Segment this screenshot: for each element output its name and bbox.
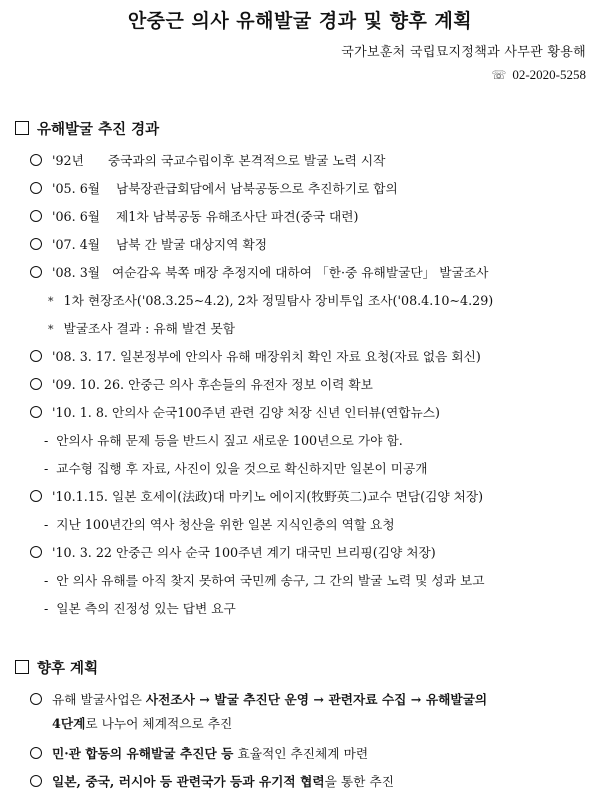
dash-bullet-icon: - bbox=[44, 433, 49, 448]
phone-icon: ☏ bbox=[491, 68, 507, 82]
dash-item bbox=[44, 570, 484, 589]
item-text: 유해 발굴사업은 bbox=[52, 692, 146, 707]
circle-bullet-icon bbox=[30, 747, 42, 759]
list-item bbox=[30, 689, 487, 708]
sub-item bbox=[48, 318, 235, 337]
list-item bbox=[30, 743, 368, 762]
asterisk-bullet-icon: * bbox=[48, 295, 54, 308]
circle-bullet-icon bbox=[30, 210, 42, 222]
dash-item-text: 지난 100년간의 역사 청산을 위한 일본 지식인층의 역할 요청 bbox=[56, 517, 395, 532]
item-text: 남북장관급회담에서 남북공동으로 추진하기로 합의 bbox=[116, 181, 398, 196]
circle-bullet-icon bbox=[30, 378, 42, 390]
item-date: '92년 bbox=[52, 153, 84, 168]
dash-bullet-icon: - bbox=[44, 601, 49, 616]
circle-bullet-icon bbox=[30, 406, 42, 418]
item-text: 여순감옥 북쪽 매장 추정지에 대하여 「한·중 유해발굴단」 발굴조사 bbox=[112, 265, 489, 280]
item-text: '08. 3. 17. 일본정부에 안의사 유해 매장위치 확인 자료 요청(자료 없음 회신) bbox=[52, 349, 481, 364]
circle-bullet-icon bbox=[30, 775, 42, 787]
dash-item-text: 안 의사 유해를 아직 찾지 못하여 국민께 송구, 그 간의 발굴 노력 및 성과 보고 bbox=[56, 573, 485, 588]
checkbox-square-icon bbox=[15, 660, 29, 674]
circle-bullet-icon bbox=[30, 546, 42, 558]
item-date: '06. 6월 bbox=[52, 209, 101, 224]
list-item bbox=[30, 542, 436, 561]
phone-line bbox=[491, 67, 586, 83]
list-item bbox=[30, 486, 483, 505]
dash-bullet-icon: - bbox=[44, 573, 49, 588]
dash-bullet-icon: - bbox=[44, 461, 49, 476]
section-title: 향후 계획 bbox=[37, 661, 99, 677]
circle-bullet-icon bbox=[30, 154, 42, 166]
item-text: 남북 간 발굴 대상지역 확정 bbox=[116, 237, 267, 252]
item-text: 제1차 남북공동 유해조사단 파견(중국 대련) bbox=[116, 209, 359, 224]
item-text: 중국과의 국교수립이후 본격적으로 발굴 노력 시작 bbox=[107, 153, 386, 168]
list-item bbox=[30, 150, 385, 169]
item-text: '10.1.15. 일본 호세이(法政)대 마키노 에이지(牧野英二)교수 면담(김양 처장) bbox=[52, 489, 484, 504]
item-date: '08. 3월 bbox=[52, 265, 101, 280]
circle-bullet-icon bbox=[30, 182, 42, 194]
checkbox-square-icon bbox=[15, 121, 29, 135]
item-text: '10. 1. 8. 안의사 순국100주년 관련 김양 처장 신년 인터뷰(연합뉴스) bbox=[52, 405, 440, 420]
dash-item bbox=[44, 430, 403, 449]
item-bold-text: 사전조사 → 발굴 추진단 운영 → 관련자료 수집 → 유해발굴의 bbox=[145, 692, 488, 707]
list-item-continuation bbox=[52, 713, 232, 732]
item-bold-text: 일본, 중국, 러시아 등 관련국가 등과 유기적 협력 bbox=[52, 774, 325, 789]
dash-item bbox=[44, 598, 236, 617]
dash-item bbox=[44, 514, 395, 533]
item-date: '07. 4월 bbox=[52, 237, 101, 252]
list-item bbox=[30, 262, 488, 281]
dash-bullet-icon: - bbox=[44, 517, 49, 532]
circle-bullet-icon bbox=[30, 238, 42, 250]
list-item bbox=[30, 206, 359, 225]
dash-item bbox=[44, 458, 428, 477]
item-bold-text: 민·관 합동의 유해발굴 추진단 등 bbox=[52, 746, 234, 761]
sub-item-text: 1차 현장조사('08.3.25∼4.2), 2차 정밀탐사 장비투입 조사('08.4.10∼4.29) bbox=[63, 293, 494, 308]
item-text: 효율적인 추진체계 마련 bbox=[233, 746, 369, 761]
item-date: '05. 6월 bbox=[52, 181, 101, 196]
list-item bbox=[30, 402, 440, 421]
circle-bullet-icon bbox=[30, 350, 42, 362]
dash-item-text: 교수형 집행 후 자료, 사진이 있을 것으로 확신하지만 일본이 미공개 bbox=[56, 461, 428, 476]
sub-item bbox=[48, 290, 493, 309]
list-item bbox=[30, 346, 481, 365]
page-title: 안중근 의사 유해발굴 경과 및 향후 계획 bbox=[127, 10, 473, 32]
asterisk-bullet-icon: * bbox=[48, 323, 54, 336]
item-text: 로 나누어 체계적으로 추진 bbox=[85, 716, 233, 731]
item-text: '10. 3. 22 안중근 의사 순국 100주년 계기 대국민 브리핑(김양 처장) bbox=[52, 545, 436, 560]
section-progress-heading bbox=[15, 118, 159, 139]
list-item bbox=[30, 178, 398, 197]
section-plan-heading bbox=[15, 657, 98, 678]
dash-item-text: 일본 측의 진정성 있는 답변 요구 bbox=[56, 601, 236, 616]
circle-bullet-icon bbox=[30, 266, 42, 278]
circle-bullet-icon bbox=[30, 490, 42, 502]
circle-bullet-icon bbox=[30, 693, 42, 705]
item-bold-text: 4단계 bbox=[52, 716, 86, 731]
dash-item-text: 안의사 유해 문제 등을 반드시 짚고 새로운 100년으로 가야 함. bbox=[56, 433, 403, 448]
phone-number: 02-2020-5258 bbox=[512, 67, 586, 82]
author-line: 국가보훈처 국립묘지정책과 사무관 황용해 bbox=[341, 45, 586, 60]
section-title: 유해발굴 추진 경과 bbox=[37, 122, 160, 138]
list-item bbox=[30, 234, 267, 253]
list-item bbox=[30, 374, 373, 393]
list-item bbox=[30, 771, 394, 790]
sub-item-text: 발굴조사 결과 : 유해 발견 못함 bbox=[63, 321, 236, 336]
item-text: '09. 10. 26. 안중근 의사 후손들의 유전자 정보 이력 확보 bbox=[52, 377, 373, 392]
item-text: 을 통한 추진 bbox=[324, 774, 394, 789]
